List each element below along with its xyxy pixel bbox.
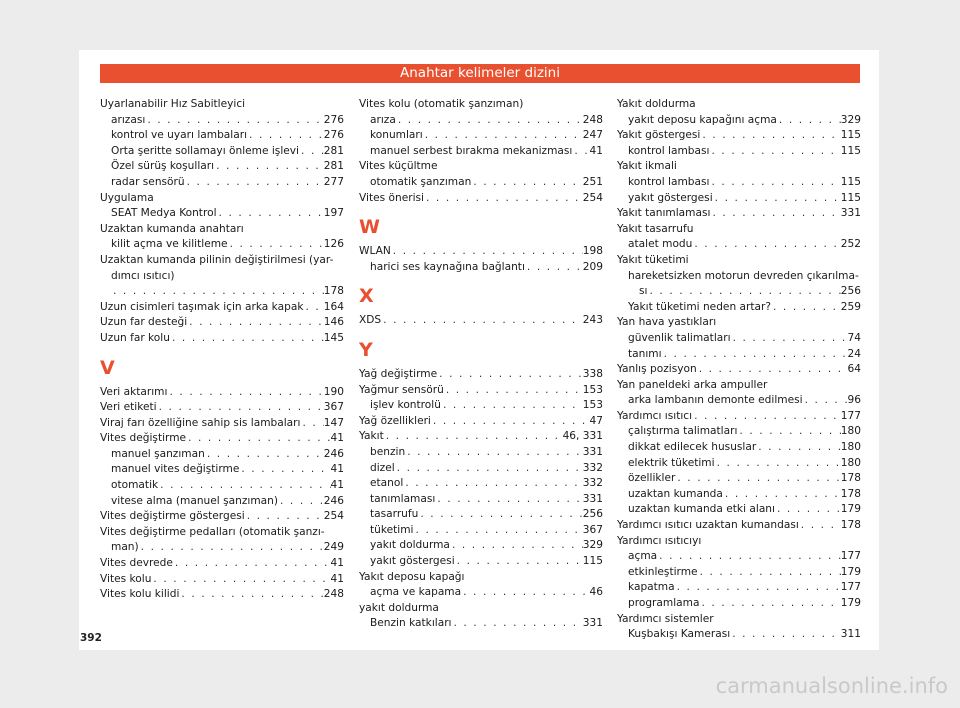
- index-entry: atalet modu . . . 252: [617, 237, 861, 253]
- index-entry: otomatik . . . 41: [100, 478, 344, 494]
- page-number: 392: [80, 632, 102, 644]
- index-entry: Uzun far kolu . . . 145: [100, 331, 344, 347]
- index-heading: Uyarlanabilir Hız Sabitleyici: [100, 98, 246, 110]
- index-entry: SEAT Medya Kontrol . . . 197: [100, 206, 344, 222]
- index-entry: açma ve kapama . . . 46: [359, 585, 603, 601]
- index-heading: Uzaktan kumanda pilinin değiştirilmesi (yar-: [100, 253, 334, 266]
- index-entry: uzaktan kumanda etki alanı . . . 179: [617, 502, 861, 518]
- index-entry: Yakıt tüketimi neden artar? . . . 259: [617, 300, 861, 316]
- index-entry: kilit açma ve kilitleme . . . 126: [100, 237, 344, 253]
- index-entry: etanol . . . 332: [359, 476, 603, 492]
- index-entry: manuel vites değiştirme . . . 41: [100, 462, 344, 478]
- index-entry: XDS . . . 243: [359, 313, 603, 329]
- index-entry: Viraj farı özelliğine sahip sis lambaları . . . 147: [100, 416, 344, 432]
- index-heading: Yakıt deposu kapağı: [359, 570, 465, 583]
- index-entry: Veri aktarımı . . . 190: [100, 385, 344, 401]
- index-entry: işlev kontrolü . . . 153: [359, 398, 603, 414]
- index-column-3: [617, 97, 861, 643]
- index-entry: Yakıt tanımlaması . . . 331: [617, 206, 861, 222]
- index-entry: benzin . . . 331: [359, 445, 603, 461]
- watermark: carmanualsonline.info: [715, 674, 948, 698]
- index-heading: Yan hava yastıkları: [617, 316, 717, 329]
- index-entry: kontrol lambası . . . 115: [617, 144, 861, 160]
- index-heading: Vites değiştirme pedalları (otomatik şanzı-: [100, 525, 325, 538]
- index-heading: Vites kolu (otomatik şanzıman): [359, 98, 524, 110]
- index-heading: yakıt doldurma: [359, 601, 439, 614]
- index-entry: elektrik tüketimi . . . 180: [617, 456, 861, 472]
- index-entry: Vites değiştirme göstergesi . . . 254: [100, 509, 344, 525]
- index-heading: Yan paneldeki arka ampuller: [617, 378, 768, 391]
- index-entry: Yanlış pozisyon . . . 64: [617, 362, 861, 378]
- index-entry: Yakıt . . . 46, 331: [359, 429, 603, 445]
- index-column-1: [100, 97, 344, 603]
- index-entry: programlama . . . 179: [617, 596, 861, 612]
- index-entry: Yağ özellikleri . . . 47: [359, 414, 603, 430]
- index-entry: yakıt göstergesi . . . 115: [617, 191, 861, 207]
- index-entry: Vites önerisi . . . 254: [359, 191, 603, 207]
- index-entry: güvenlik talimatları . . . 74: [617, 331, 861, 347]
- index-entry: tasarrufu . . . 256: [359, 507, 603, 523]
- index-heading: Yardımcı ısıtıcıyı: [617, 534, 702, 547]
- index-entry: Vites değiştirme . . . 41: [100, 431, 344, 447]
- index-heading: Yakıt doldurma: [617, 98, 696, 110]
- index-entry: Özel sürüş koşulları . . . 281: [100, 159, 344, 175]
- index-entry: Yağ değiştirme . . . 338: [359, 367, 603, 383]
- index-entry: özellikler . . . 178: [617, 471, 861, 487]
- index-entry: otomatik şanzıman . . . 251: [359, 175, 603, 191]
- index-heading: Uygulama: [100, 191, 154, 204]
- index-entry: tanımı . . . 24: [617, 347, 861, 363]
- index-entry: Uzun far desteği . . . 146: [100, 315, 344, 331]
- index-entry: kontrol lambası . . . 115: [617, 175, 861, 191]
- index-entry: Yardımcı ısıtıcı . . . 177: [617, 409, 861, 425]
- section-letter-y: Y: [359, 338, 373, 361]
- index-entry: Veri etiketi . . . 367: [100, 400, 344, 416]
- index-entry: dizel . . . 332: [359, 461, 603, 477]
- index-heading: Yakıt tasarrufu: [617, 222, 694, 235]
- index-entry: manuel şanzıman . . . 246: [100, 447, 344, 463]
- index-entry: çalıştırma talimatları . . . 180: [617, 424, 861, 440]
- index-entry: açma . . . 177: [617, 549, 861, 565]
- index-entry: Vites devrede . . . 41: [100, 556, 344, 572]
- index-entry: Vites kolu . . . 41: [100, 572, 344, 588]
- section-letter-x: X: [359, 285, 374, 308]
- index-entry: Yardımcı ısıtıcı uzaktan kumandası . . . 178: [617, 518, 861, 534]
- index-entry: kontrol ve uyarı lambaları . . . 276: [100, 128, 344, 144]
- index-heading: hareketsizken motorun devreden çıkarılma-: [628, 269, 859, 282]
- index-entry: etkinleştirme . . . 179: [617, 565, 861, 581]
- index-entry: Uzun cisimleri taşımak için arka kapak . . . 164: [100, 300, 344, 316]
- section-letter-v: V: [100, 356, 115, 379]
- index-heading: Uzaktan kumanda anahtarı: [100, 222, 244, 235]
- index-entry: manuel serbest bırakma mekanizması . . . 41: [359, 144, 603, 160]
- index-heading: Vites küçültme: [359, 160, 438, 173]
- index-entry: dikkat edilecek hususlar . . . 180: [617, 440, 861, 456]
- index-heading-continued: dımcı ısıtıcı): [111, 269, 175, 282]
- index-entry: konumları . . . 247: [359, 128, 603, 144]
- index-entry: kapatma . . . 177: [617, 580, 861, 596]
- index-entry: uzaktan kumanda . . . 178: [617, 487, 861, 503]
- index-entry: yakıt göstergesi . . . 115: [359, 554, 603, 570]
- index-entry: arıza . . . 248: [359, 113, 603, 129]
- section-letter-w: W: [359, 216, 380, 239]
- index-entry: tüketimi . . . 367: [359, 523, 603, 539]
- index-entry: man) . . . 249: [100, 540, 344, 556]
- index-entry: harici ses kaynağına bağlantı . . . 209: [359, 260, 603, 276]
- index-entry: radar sensörü . . . 277: [100, 175, 344, 191]
- index-entry: tanımlaması . . . 331: [359, 492, 603, 508]
- index-entry: Yakıt göstergesi . . . 115: [617, 128, 861, 144]
- index-entry: . . . 178: [100, 284, 344, 300]
- index-entry: Orta şeritte sollamayı önleme işlevi . . . 281: [100, 144, 344, 160]
- index-entry: arka lambanın demonte edilmesi . . . 96: [617, 393, 861, 409]
- index-heading: Yakıt tüketimi: [617, 253, 689, 266]
- index-heading: Yakıt ikmali: [617, 160, 677, 173]
- index-entry: arızası . . . 276: [100, 113, 344, 129]
- index-column-2: [359, 97, 603, 632]
- index-entry: Kuşbakışı Kamerası . . . 311: [617, 627, 861, 643]
- index-heading: Yardımcı sistemler: [617, 612, 714, 625]
- index-entry: yakıt deposu kapağını açma . . . 329: [617, 113, 861, 129]
- index-entry: Yağmur sensörü . . . 153: [359, 383, 603, 399]
- index-entry: Vites kolu kilidi . . . 248: [100, 587, 344, 603]
- index-entry: sı . . . 256: [617, 284, 861, 300]
- index-entry: vitese alma (manuel şanzıman) . . . 246: [100, 494, 344, 510]
- index-entry: yakıt doldurma . . . 329: [359, 538, 603, 554]
- index-entry: Benzin katkıları . . . 331: [359, 616, 603, 632]
- page-title: Anahtar kelimeler dizini: [100, 64, 860, 83]
- index-entry: WLAN . . . 198: [359, 244, 603, 260]
